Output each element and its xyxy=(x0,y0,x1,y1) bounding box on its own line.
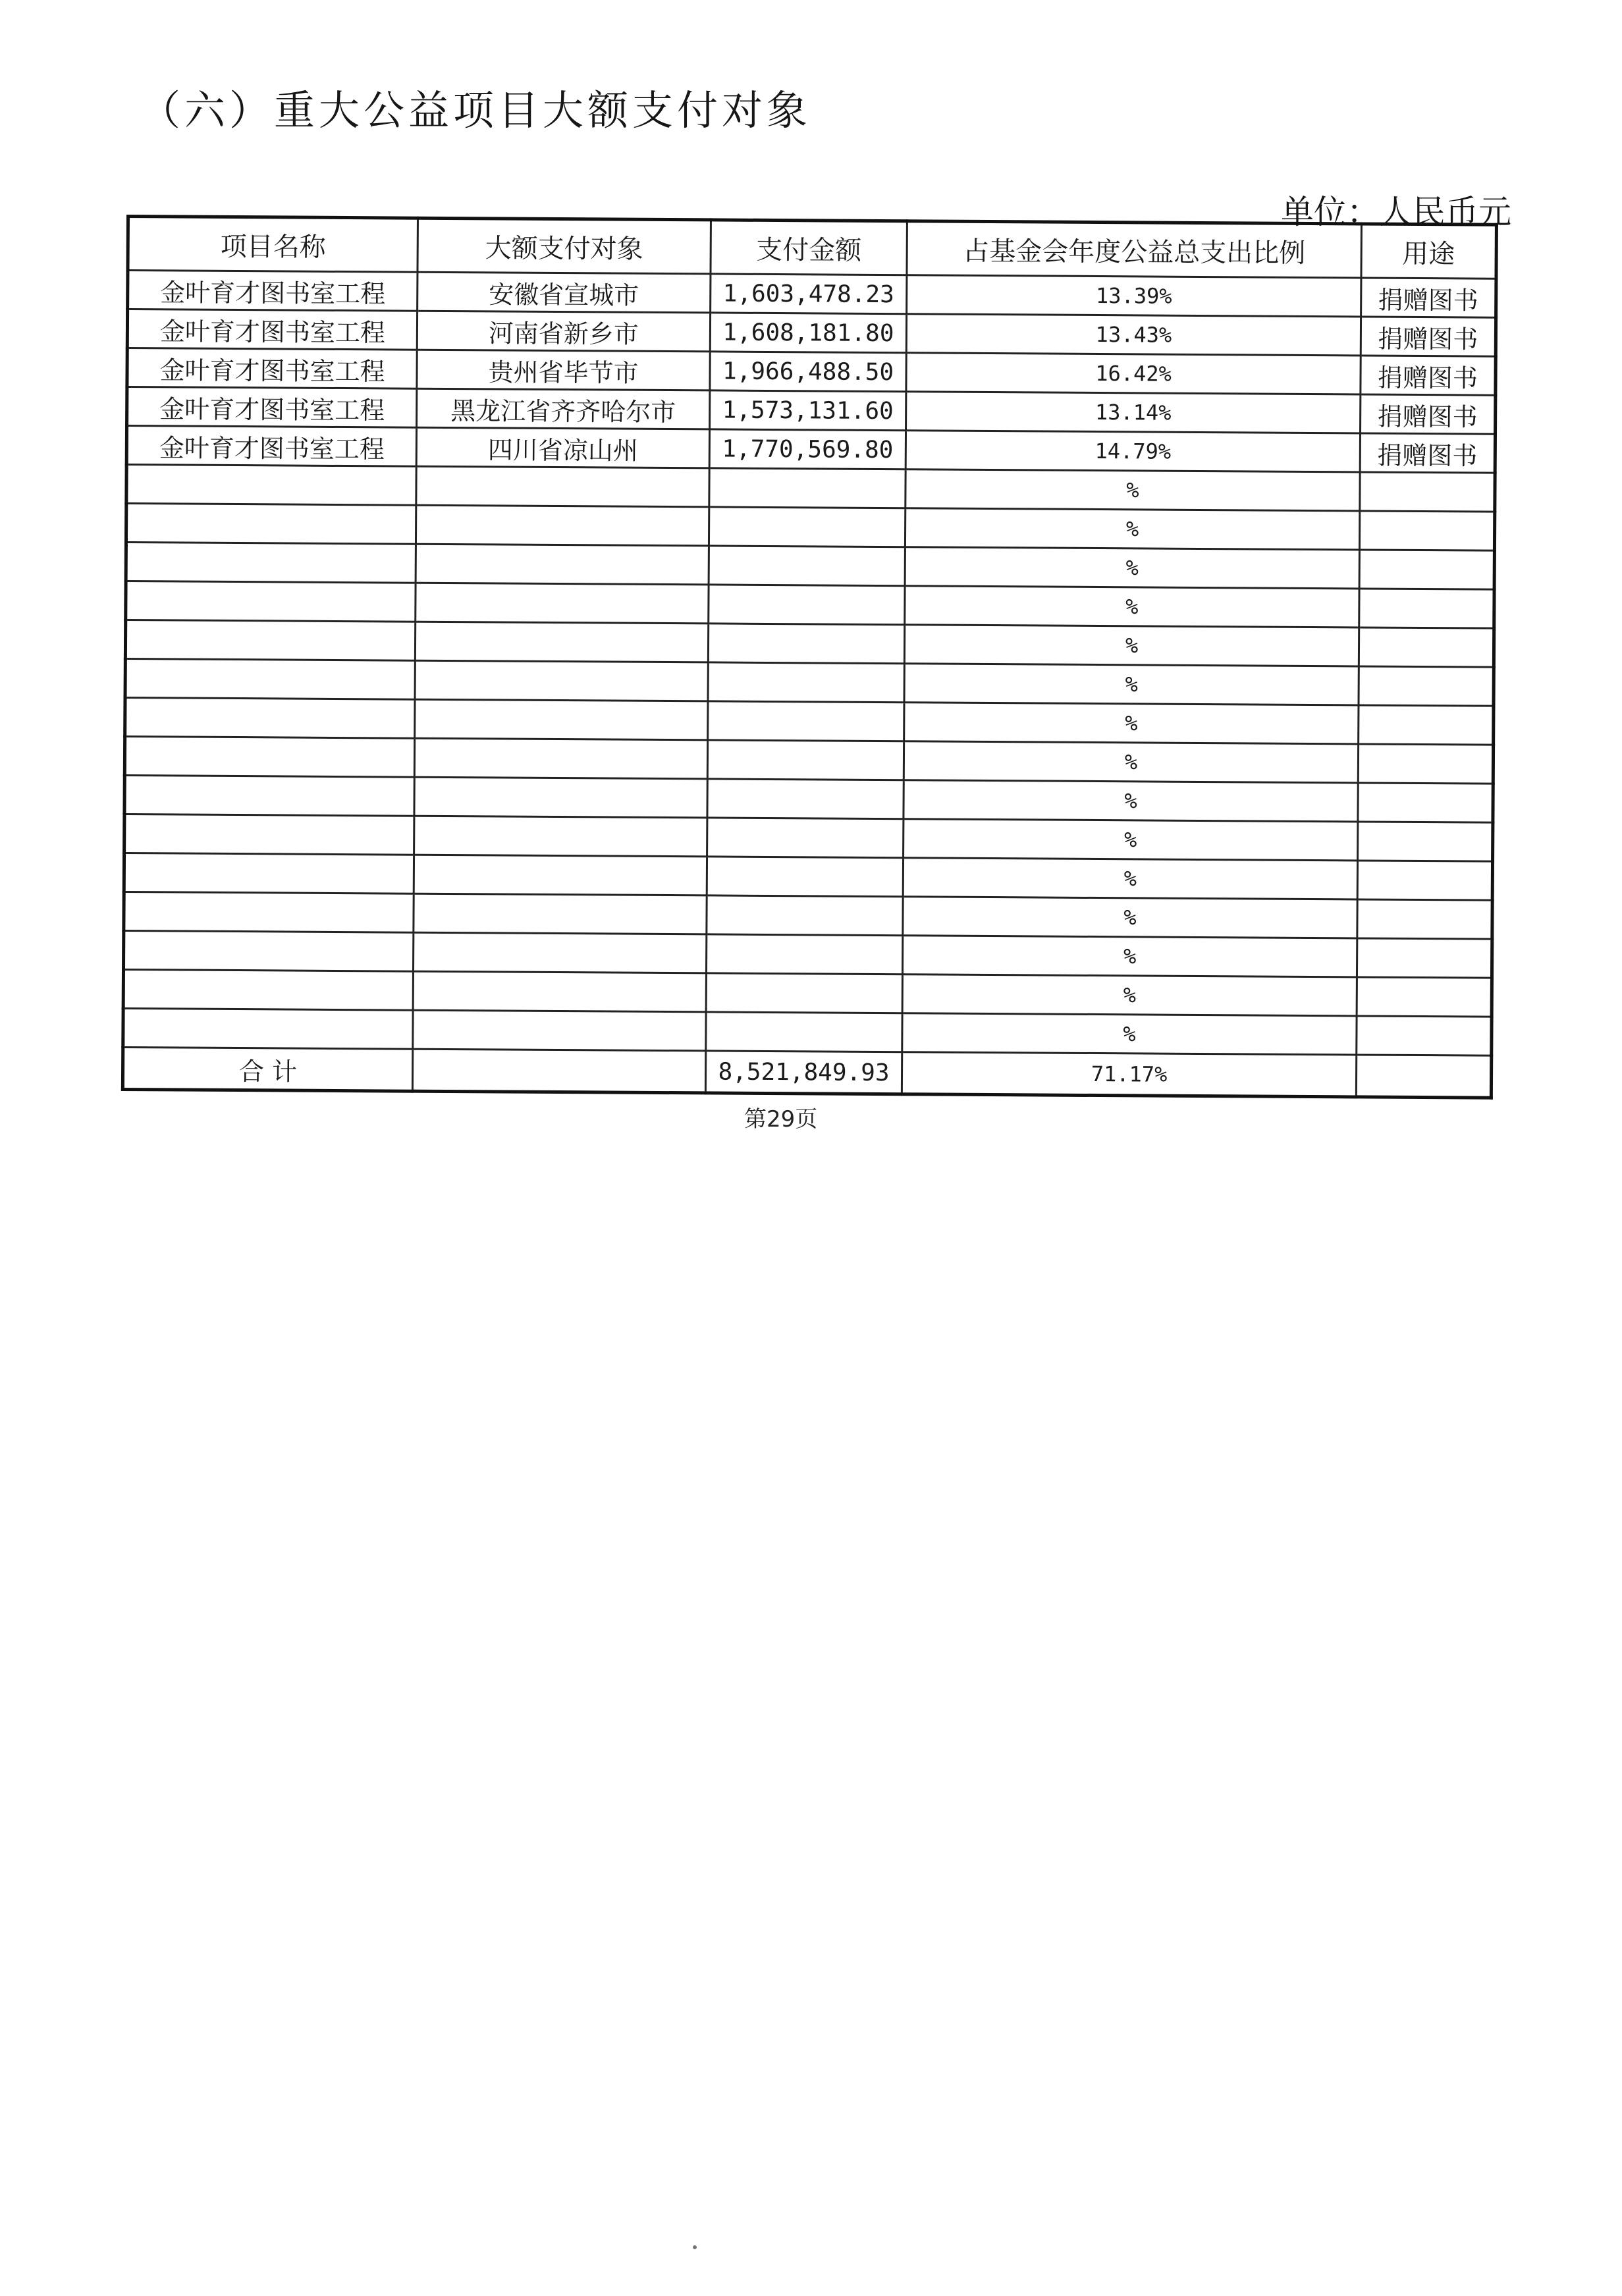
cell-amount xyxy=(706,934,902,974)
cell-ratio: % xyxy=(904,741,1358,783)
cell-purpose xyxy=(1358,822,1493,861)
total-cell-amount: 8,521,849.93 xyxy=(705,1051,902,1094)
cell-project-name: 金叶育才图书室工程 xyxy=(127,387,417,428)
cell-ratio: 13.14% xyxy=(906,392,1361,433)
cell-ratio: % xyxy=(903,897,1357,938)
grant-payment-table xyxy=(121,215,1498,1100)
cell-purpose xyxy=(1357,1016,1492,1055)
cell-amount xyxy=(708,701,904,741)
cell-purpose: 捐赠图书 xyxy=(1360,433,1495,473)
cell-project-name xyxy=(124,775,414,816)
cell-ratio: % xyxy=(904,819,1358,861)
cell-ratio: 13.43% xyxy=(906,314,1361,356)
cell-amount xyxy=(709,468,906,508)
cell-purpose xyxy=(1357,861,1492,900)
cell-payee xyxy=(413,971,706,1012)
cell-ratio: 14.79% xyxy=(906,431,1360,472)
cell-payee xyxy=(415,622,708,662)
cell-payee xyxy=(416,505,709,546)
header-ratio: 占基金会年度公益总支出比例 xyxy=(907,221,1361,278)
page-number: 第29页 xyxy=(744,1106,818,1133)
cell-payee: 黑龙江省齐齐哈尔市 xyxy=(417,388,710,429)
cell-purpose xyxy=(1359,627,1494,667)
cell-project-name xyxy=(126,504,416,545)
cell-payee xyxy=(416,466,709,507)
cell-ratio: % xyxy=(902,936,1357,977)
cell-ratio: % xyxy=(904,780,1358,822)
cell-purpose: 捐赠图书 xyxy=(1361,317,1496,356)
cell-project-name xyxy=(124,892,414,932)
cell-payee xyxy=(414,855,707,895)
cell-amount xyxy=(709,585,905,625)
cell-purpose xyxy=(1357,899,1492,939)
cell-purpose: 捐赠图书 xyxy=(1361,356,1496,395)
total-cell-purpose xyxy=(1356,1055,1491,1098)
header-project-name: 项目名称 xyxy=(128,217,418,273)
cell-project-name xyxy=(123,930,413,971)
cell-purpose xyxy=(1359,550,1494,589)
cell-amount: 1,573,131.60 xyxy=(710,390,906,431)
cell-amount xyxy=(707,779,904,819)
cell-amount: 1,603,478.23 xyxy=(711,274,907,314)
cell-amount: 1,608,181.80 xyxy=(710,313,906,353)
cell-project-name: 金叶育才图书室工程 xyxy=(127,348,417,389)
cell-purpose: 捐赠图书 xyxy=(1361,394,1496,434)
table-header-row xyxy=(128,217,1496,279)
cell-purpose xyxy=(1357,977,1492,1017)
cell-ratio: % xyxy=(902,1013,1357,1055)
cell-ratio: % xyxy=(905,508,1359,550)
cell-project-name xyxy=(124,737,414,778)
cell-ratio: 16.42% xyxy=(906,353,1361,394)
cell-ratio: % xyxy=(905,547,1359,589)
cell-project-name xyxy=(125,620,415,661)
cell-ratio: % xyxy=(904,625,1359,666)
header-amount: 支付金额 xyxy=(711,220,907,275)
cell-project-name xyxy=(126,543,416,583)
cell-ratio: % xyxy=(906,469,1360,511)
cell-purpose xyxy=(1359,511,1494,550)
cell-payee xyxy=(414,816,707,857)
cell-amount xyxy=(707,857,903,897)
cell-amount xyxy=(707,818,904,858)
cell-project-name xyxy=(123,969,413,1010)
cell-payee: 贵州省毕节市 xyxy=(417,350,710,390)
cell-amount xyxy=(708,624,904,664)
cell-ratio: % xyxy=(904,703,1359,744)
cell-ratio: % xyxy=(904,664,1359,705)
cell-project-name xyxy=(126,581,416,622)
cell-ratio: % xyxy=(903,858,1357,899)
cell-purpose xyxy=(1359,589,1494,628)
cell-project-name: 金叶育才图书室工程 xyxy=(128,271,418,311)
cell-purpose xyxy=(1358,744,1493,784)
total-cell-project-name: 合 计 xyxy=(122,1047,412,1091)
cell-payee: 河南省新乡市 xyxy=(417,311,710,352)
section-title: （六）重大公益项目大额支付对象 xyxy=(140,86,812,134)
cell-payee xyxy=(413,1010,706,1051)
cell-payee xyxy=(414,738,707,779)
cell-payee xyxy=(413,932,706,973)
total-cell-payee xyxy=(412,1049,705,1093)
cell-project-name xyxy=(125,698,415,739)
cell-amount: 1,770,569.80 xyxy=(709,429,906,469)
total-cell-ratio: 71.17% xyxy=(902,1052,1356,1097)
cell-ratio: % xyxy=(902,974,1357,1016)
cell-project-name xyxy=(124,814,414,855)
header-purpose: 用途 xyxy=(1361,224,1496,279)
cell-amount xyxy=(708,662,904,703)
header-payee: 大额支付对象 xyxy=(418,218,711,274)
unit-label: 单位：人民币元 xyxy=(1281,193,1511,231)
cell-payee xyxy=(415,699,708,740)
cell-payee xyxy=(416,544,709,585)
cell-payee xyxy=(416,583,709,624)
cell-ratio: 13.39% xyxy=(907,275,1361,317)
cell-project-name: 金叶育才图书室工程 xyxy=(127,309,417,350)
cell-project-name xyxy=(125,659,415,700)
cell-purpose xyxy=(1359,666,1494,706)
total-row xyxy=(122,1047,1491,1098)
cell-ratio: % xyxy=(905,586,1359,627)
scan-speck xyxy=(693,2245,697,2249)
cell-project-name: 金叶育才图书室工程 xyxy=(126,426,416,467)
cell-amount xyxy=(706,973,902,1013)
cell-payee xyxy=(414,894,707,934)
cell-payee: 安徽省宣城市 xyxy=(418,272,711,313)
table-body xyxy=(122,271,1496,1098)
cell-amount xyxy=(706,1012,902,1052)
cell-payee xyxy=(415,660,708,701)
cell-amount xyxy=(707,895,903,936)
cell-purpose xyxy=(1358,783,1493,822)
cell-amount xyxy=(709,546,905,586)
cell-project-name xyxy=(124,853,414,894)
cell-payee: 四川省凉山州 xyxy=(416,427,709,468)
cell-amount xyxy=(707,740,904,780)
cell-payee xyxy=(414,777,707,818)
cell-purpose xyxy=(1359,705,1494,745)
cell-amount xyxy=(709,507,905,547)
table-wrapper xyxy=(121,215,1495,1100)
cell-project-name xyxy=(126,465,416,506)
cell-purpose xyxy=(1360,472,1495,512)
cell-amount: 1,966,488.50 xyxy=(710,352,906,392)
cell-project-name xyxy=(123,1008,413,1049)
cell-purpose xyxy=(1357,938,1492,978)
cell-purpose: 捐赠图书 xyxy=(1361,278,1496,317)
